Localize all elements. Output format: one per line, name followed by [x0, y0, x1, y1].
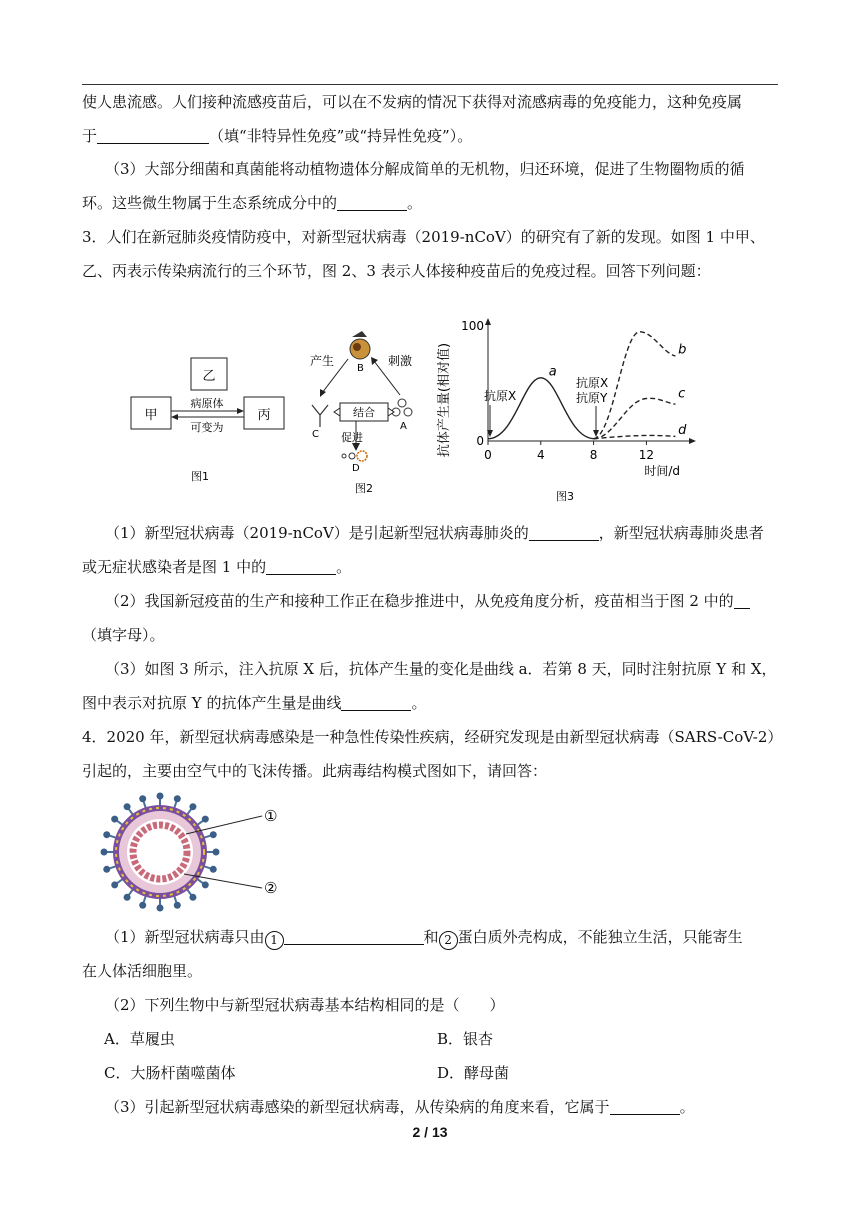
virus-spike-head	[174, 795, 181, 802]
answer-blank[interactable]	[734, 592, 750, 609]
virus-spike-head	[124, 803, 131, 810]
fig1-arrowhead-left	[171, 414, 178, 420]
fig1-arrowhead-right	[237, 408, 244, 414]
virus-spike-head	[111, 816, 118, 823]
option-b[interactable]: B．银杏	[437, 1030, 494, 1048]
virus-spike-head	[124, 894, 131, 901]
q4-sub1-line2: 在人体活细胞里。	[82, 962, 203, 980]
fig3-curve-d	[594, 435, 676, 438]
virus-spike-head	[213, 849, 220, 856]
q2-sub3-line1: （3）大部分细菌和真菌能将动植物遗体分解成简单的无机物，归还环境，促进了生物圈物质的循	[105, 160, 745, 178]
answer-blank[interactable]	[610, 1098, 680, 1115]
virus-spike-head	[189, 894, 196, 901]
figure-1	[128, 350, 288, 490]
fig3-y-axis-arrow	[485, 318, 491, 325]
fig2-cell-b-icon	[350, 331, 370, 359]
fig2-bind-arrow-left	[334, 408, 340, 416]
q4-sub1-line1: （1）新型冠状病毒只由 1 和 2 蛋白质外壳构成，不能独立生活，只能寄生	[82, 926, 778, 950]
fig2-c-label: C	[312, 429, 319, 440]
fig2-caption: 图2	[355, 482, 373, 495]
fig2-result-d-icon	[342, 451, 367, 461]
virus-spike-head	[111, 881, 118, 888]
q3-sub2-line1: （2）我国新冠疫苗的生产和接种工作正在稳步推进中，从免疫角度分析，疫苗相当于图 2 中的	[82, 590, 778, 612]
fig1-caption: 图1	[191, 470, 209, 483]
answer-blank[interactable]	[266, 558, 336, 575]
fig3-xlabel: 时间/d	[644, 464, 680, 478]
virus-spike-head	[210, 866, 217, 873]
fig1-top-label: 病原体	[190, 397, 224, 410]
virus-spike-head	[103, 866, 110, 873]
answer-blank[interactable]	[337, 194, 407, 211]
fig2-stimulate-label: 刺激	[388, 354, 413, 368]
fig3-curve-label-b: b	[678, 342, 687, 358]
virus-structure-figure	[100, 792, 300, 920]
virus-spike-head	[210, 831, 217, 838]
virus-spike-head	[157, 793, 164, 800]
answer-blank[interactable]	[284, 928, 424, 945]
fig2-b-label: B	[357, 363, 364, 374]
fig2-bind-label: 结合	[353, 406, 375, 419]
virus-spike-head	[189, 803, 196, 810]
fig3-antigen-y-label: 抗原Y	[576, 391, 608, 405]
fig3-xtick-label: 0	[484, 448, 492, 462]
virus-spike-head	[174, 902, 181, 909]
fig3-antigen-x-label: 抗原X	[484, 389, 517, 403]
fig2-d-label: D	[352, 463, 360, 474]
answer-blank[interactable]	[529, 524, 599, 541]
q3-stem-line2: 乙、丙表示传染病流行的三个环节，图 2、3 表示人体接种疫苗后的免疫过程。回答下列问题：	[82, 262, 711, 280]
fig3-ylabel: 抗体产生量(相对值)	[437, 342, 452, 458]
fig3-antigen-x2-label: 抗原X	[576, 376, 609, 390]
circled-2: 2	[439, 931, 458, 950]
fig3-xtick-label: 4	[536, 448, 545, 462]
q4-sub3-line: （3）引起新型冠状病毒感染的新型冠状病毒，从传染病的角度来看，它属于 。	[105, 1098, 695, 1116]
fig2-arrowhead-stimulate	[371, 357, 378, 365]
virus-spike-head	[101, 849, 108, 856]
q3-sub1-line2: 或无症状感染者是图 1 中的 。	[82, 558, 352, 576]
answer-blank[interactable]	[341, 694, 411, 711]
q3-sub2-line2: （填字母）。	[82, 626, 165, 644]
virus-spike-head	[202, 881, 209, 888]
fig3-ytick-label: 100	[461, 319, 484, 333]
virus-spike-head	[103, 831, 110, 838]
virus-spike-head	[139, 795, 146, 802]
circled-1: 1	[265, 931, 284, 950]
q4-stem-line1: 4．2020 年，新型冠状病毒感染是一种急性传染性疾病，经研究发现是由新型冠状病毒（SARS-CoV-2）	[82, 728, 783, 746]
fig2-promote-label: 促进	[341, 431, 363, 444]
virus-label-1: ①	[264, 807, 278, 825]
fig3-caption: 图3	[556, 490, 574, 503]
virus-core	[127, 819, 193, 885]
q3-stem-line1: 3．人们在新冠肺炎疫情防疫中，对新型冠状病毒（2019-nCoV）的研究有了新的发现。如图 1 中甲、	[82, 228, 765, 246]
page-number: 2 / 13	[412, 1124, 448, 1140]
q3-sub1-line1: （1）新型冠状病毒（2019-nCoV）是引起新型冠状病毒肺炎的 ，新型冠状病毒肺炎患者	[105, 524, 764, 542]
answer-blank[interactable]	[97, 127, 209, 144]
fig3-ytick-label: 0	[476, 434, 484, 448]
virus-spike-head	[157, 905, 164, 912]
fig2-a-label: A	[400, 421, 407, 432]
fig2-antigen-a-icon	[392, 399, 412, 416]
fig3-xtick-label: 8	[589, 448, 598, 462]
q2-sub3-line2: 环。这些微生物属于生态系统成分中的 。	[82, 194, 423, 212]
q4-sub2-line: （2）下列生物中与新型冠状病毒基本结构相同的是（ ）	[105, 996, 505, 1014]
fig1-bing-label: 丙	[257, 408, 271, 423]
fig1-bottom-label: 可变为	[190, 421, 224, 434]
option-a[interactable]: A．草履虫	[104, 1030, 175, 1048]
fig2-arrowhead-down	[352, 443, 360, 451]
q3-sub3-line2: 图中表示对抗原 Y 的抗体产生量是曲线 。	[82, 694, 427, 712]
fig1-jia-label: 甲	[144, 408, 158, 423]
figure-2	[300, 325, 450, 497]
q4-stem-line2: 引起的，主要由空气中的飞沫传播。此病毒结构模式图如下，请回答：	[82, 762, 548, 780]
fig3-xtick-label: 12	[638, 448, 655, 462]
header-rule	[82, 84, 778, 85]
q3-sub3-line1: （3）如图 3 所示，注入抗原 X 后，抗体产生量的变化是曲线 a．若第 8 天，同时注射抗原 Y 和 X，	[105, 660, 777, 678]
option-c[interactable]: C．大肠杆菌噬菌体	[104, 1064, 236, 1082]
fig3-x-axis-arrow	[689, 438, 696, 444]
fig3-antigen-y-arrowhead	[593, 430, 599, 437]
fig3-curve-label-a: a	[548, 364, 557, 380]
q2-text-line1: 使人患流感。人们接种流感疫苗后，可以在不发病的情况下获得对流感病毒的免疫能力，这种免疫属	[82, 93, 743, 111]
option-d[interactable]: D．酵母菌	[437, 1064, 510, 1082]
figure-3	[430, 310, 700, 505]
q2-text-line2: 于 （填“非特异性免疫”或“持异性免疫”）。	[82, 127, 473, 145]
fig2-arrowhead-produce	[320, 389, 326, 397]
fig1-yi-label: 乙	[202, 369, 216, 384]
fig3-curve-label-c: c	[678, 386, 686, 402]
fig2-antibody-c-icon	[312, 405, 328, 427]
fig2-produce-label: 产生	[310, 354, 335, 368]
virus-spike-head	[202, 816, 209, 823]
virus-spike-head	[139, 902, 146, 909]
virus-label-2: ②	[264, 879, 278, 897]
fig3-curve-label-d: d	[678, 423, 687, 439]
